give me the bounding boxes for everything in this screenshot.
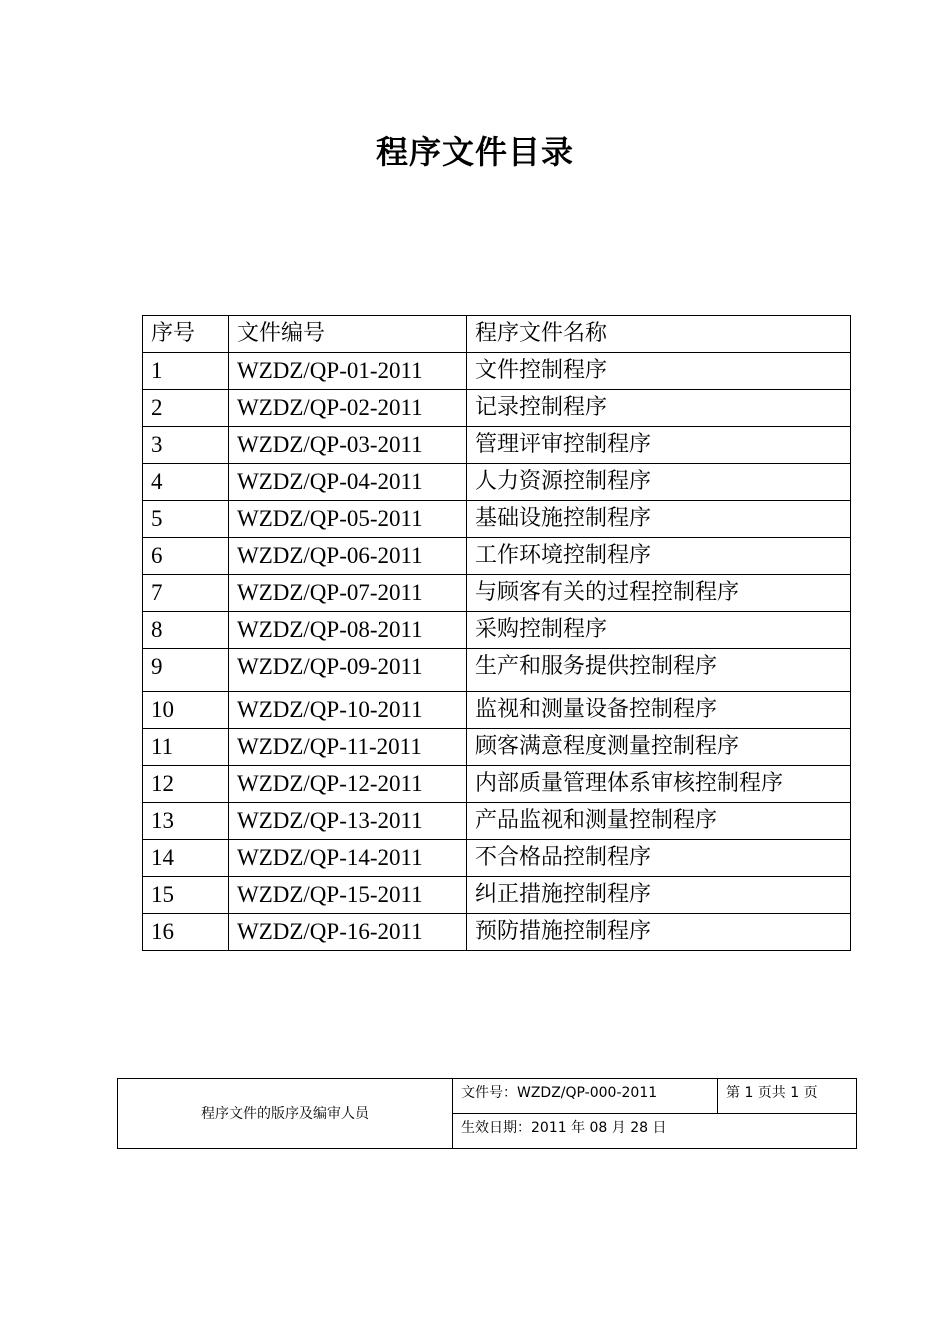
footer-document-number: 文件号：WZDZ/QP-000-2011 — [453, 1079, 718, 1114]
row-serial-number: 10 — [143, 692, 229, 729]
row-serial-number: 9 — [143, 649, 229, 692]
row-procedure-name: 基础设施控制程序 — [467, 501, 851, 538]
row-procedure-name: 顾客满意程度测量控制程序 — [467, 729, 851, 766]
row-procedure-name: 监视和测量设备控制程序 — [467, 692, 851, 729]
table-row — [143, 840, 851, 877]
table-row — [143, 649, 851, 692]
header-procedure-name: 程序文件名称 — [467, 316, 851, 353]
row-serial-number: 13 — [143, 803, 229, 840]
row-procedure-name: 纠正措施控制程序 — [467, 877, 851, 914]
row-document-number: WZDZ/QP-07-2011 — [229, 575, 467, 612]
row-document-number: WZDZ/QP-01-2011 — [229, 353, 467, 390]
row-document-number: WZDZ/QP-04-2011 — [229, 464, 467, 501]
row-procedure-name: 管理评审控制程序 — [467, 427, 851, 464]
header-document-number: 文件编号 — [229, 316, 467, 353]
page-title: 程序文件目录 — [375, 133, 574, 171]
row-procedure-name: 文件控制程序 — [467, 353, 851, 390]
row-serial-number: 3 — [143, 427, 229, 464]
row-procedure-name: 生产和服务提供控制程序 — [467, 649, 851, 692]
row-serial-number: 1 — [143, 353, 229, 390]
table-row — [143, 575, 851, 612]
row-serial-number: 11 — [143, 729, 229, 766]
footer-revision-label: 程序文件的版序及编审人员 — [118, 1079, 453, 1149]
row-serial-number: 7 — [143, 575, 229, 612]
table-row — [143, 353, 851, 390]
row-document-number: WZDZ/QP-16-2011 — [229, 914, 467, 951]
row-serial-number: 4 — [143, 464, 229, 501]
table-row — [143, 914, 851, 951]
row-serial-number: 12 — [143, 766, 229, 803]
table-row — [143, 427, 851, 464]
row-serial-number: 8 — [143, 612, 229, 649]
table-row — [143, 464, 851, 501]
row-document-number: WZDZ/QP-12-2011 — [229, 766, 467, 803]
row-procedure-name: 内部质量管理体系审核控制程序 — [467, 766, 851, 803]
table-row — [143, 501, 851, 538]
row-document-number: WZDZ/QP-13-2011 — [229, 803, 467, 840]
row-procedure-name: 人力资源控制程序 — [467, 464, 851, 501]
row-document-number: WZDZ/QP-10-2011 — [229, 692, 467, 729]
row-document-number: WZDZ/QP-02-2011 — [229, 390, 467, 427]
footer-effective-date: 生效日期：2011 年 08 月 28 日 — [453, 1114, 857, 1149]
row-procedure-name: 记录控制程序 — [467, 390, 851, 427]
row-serial-number: 15 — [143, 877, 229, 914]
row-serial-number: 16 — [143, 914, 229, 951]
row-document-number: WZDZ/QP-05-2011 — [229, 501, 467, 538]
row-document-number: WZDZ/QP-08-2011 — [229, 612, 467, 649]
row-procedure-name: 产品监视和测量控制程序 — [467, 803, 851, 840]
row-serial-number: 2 — [143, 390, 229, 427]
document-control-footer — [117, 1078, 857, 1149]
row-procedure-name: 预防措施控制程序 — [467, 914, 851, 951]
footer-page-count: 第 1 页共 1 页 — [718, 1079, 857, 1114]
row-document-number: WZDZ/QP-14-2011 — [229, 840, 467, 877]
table-row — [143, 538, 851, 575]
row-document-number: WZDZ/QP-03-2011 — [229, 427, 467, 464]
table-header-row — [143, 316, 851, 353]
row-document-number: WZDZ/QP-15-2011 — [229, 877, 467, 914]
row-serial-number: 6 — [143, 538, 229, 575]
table-row — [143, 803, 851, 840]
table-row — [143, 729, 851, 766]
row-document-number: WZDZ/QP-06-2011 — [229, 538, 467, 575]
row-procedure-name: 工作环境控制程序 — [467, 538, 851, 575]
table-row — [143, 390, 851, 427]
table-row — [143, 692, 851, 729]
row-serial-number: 14 — [143, 840, 229, 877]
row-procedure-name: 与顾客有关的过程控制程序 — [467, 575, 851, 612]
table-row — [143, 766, 851, 803]
row-procedure-name: 采购控制程序 — [467, 612, 851, 649]
row-serial-number: 5 — [143, 501, 229, 538]
row-document-number: WZDZ/QP-09-2011 — [229, 649, 467, 692]
procedure-index-table — [142, 315, 851, 951]
row-procedure-name: 不合格品控制程序 — [467, 840, 851, 877]
header-serial-number: 序号 — [143, 316, 229, 353]
table-row — [143, 612, 851, 649]
row-document-number: WZDZ/QP-11-2011 — [229, 729, 467, 766]
table-row — [143, 877, 851, 914]
